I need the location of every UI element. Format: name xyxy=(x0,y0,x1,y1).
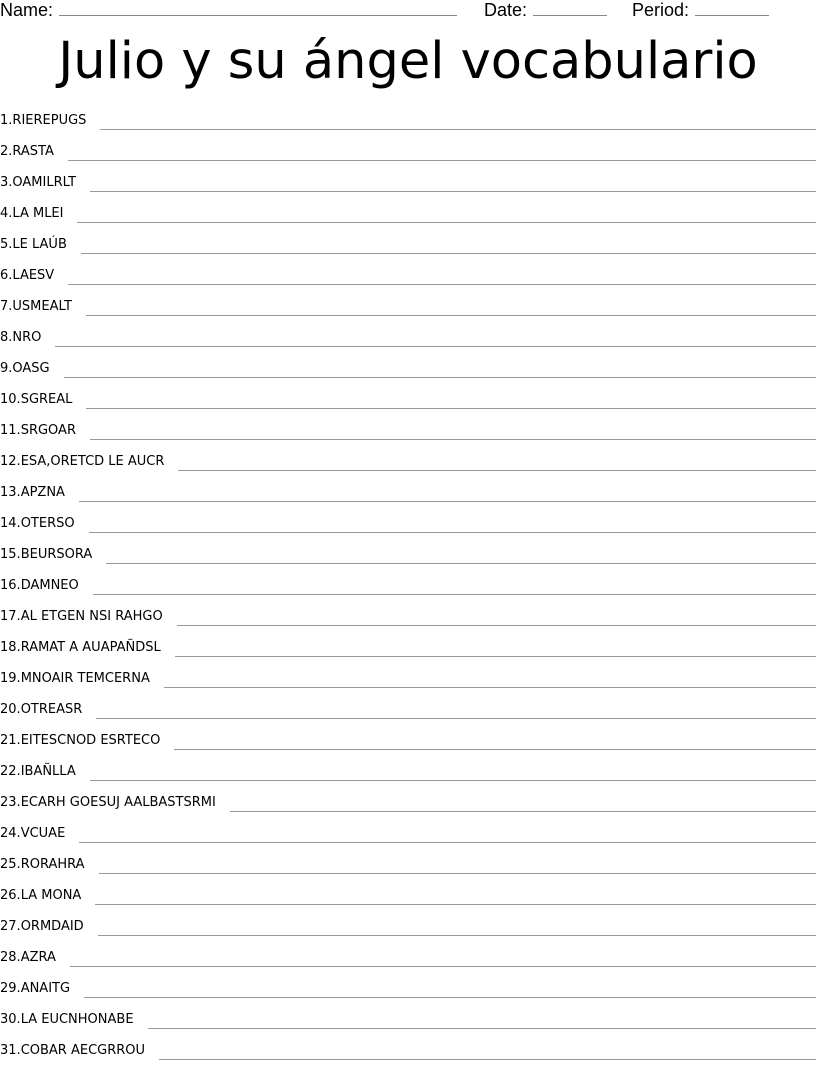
answer-line[interactable] xyxy=(86,390,816,409)
list-item xyxy=(0,142,816,173)
scrambled-word: LA MONA xyxy=(20,888,82,903)
item-number: 22. xyxy=(0,764,21,779)
item-number: 3. xyxy=(0,175,13,190)
list-item xyxy=(0,359,816,390)
list-item xyxy=(0,1010,816,1041)
item-number: 12. xyxy=(0,454,21,469)
answer-line[interactable] xyxy=(96,700,816,719)
scrambled-word: AL ETGEN NSI RAHGO xyxy=(20,609,163,624)
period-label: Period: xyxy=(632,0,690,20)
name-line[interactable] xyxy=(59,0,457,16)
list-item xyxy=(0,421,816,452)
item-number: 28. xyxy=(0,950,21,965)
item-number: 31. xyxy=(0,1043,21,1058)
answer-line[interactable] xyxy=(90,421,816,440)
item-number: 30. xyxy=(0,1012,21,1027)
item-number: 10. xyxy=(0,392,21,407)
answer-line[interactable] xyxy=(68,142,816,161)
item-number: 5. xyxy=(0,237,13,252)
answer-line[interactable] xyxy=(79,483,816,502)
scrambled-word: OASG xyxy=(12,361,50,376)
scrambled-word: LA EUCNHONABE xyxy=(20,1012,134,1027)
answer-line[interactable] xyxy=(100,111,816,130)
answer-line[interactable] xyxy=(84,979,816,998)
scrambled-word: USMEALT xyxy=(12,299,72,314)
date-field xyxy=(484,0,607,22)
scrambled-word: RORAHRA xyxy=(20,857,85,872)
list-item xyxy=(0,700,816,731)
item-number: 27. xyxy=(0,919,21,934)
list-item xyxy=(0,669,816,700)
answer-line[interactable] xyxy=(175,638,816,657)
list-item xyxy=(0,917,816,948)
answer-line[interactable] xyxy=(79,824,816,843)
scrambled-word: LAESV xyxy=(12,268,55,283)
list-item xyxy=(0,824,816,855)
list-item xyxy=(0,762,816,793)
scrambled-word: OAMILRLT xyxy=(12,175,77,190)
answer-line[interactable] xyxy=(159,1041,816,1060)
name-field xyxy=(0,0,457,22)
answer-line[interactable] xyxy=(230,793,816,812)
item-number: 8. xyxy=(0,330,13,345)
answer-line[interactable] xyxy=(68,266,816,285)
item-number: 17. xyxy=(0,609,21,624)
item-number: 16. xyxy=(0,578,21,593)
item-number: 14. xyxy=(0,516,21,531)
list-item xyxy=(0,731,816,762)
date-label: Date: xyxy=(484,0,528,20)
answer-line[interactable] xyxy=(148,1010,816,1029)
item-number: 23. xyxy=(0,795,21,810)
scrambled-word: AZRA xyxy=(20,950,56,965)
scrambled-word: EITESCNOD ESRTECO xyxy=(20,733,161,748)
answer-line[interactable] xyxy=(95,886,816,905)
scrambled-word: OTREASR xyxy=(20,702,83,717)
list-item xyxy=(0,297,816,328)
answer-line[interactable] xyxy=(89,514,816,533)
scrambled-word: VCUAE xyxy=(20,826,66,841)
scrambled-word: NRO xyxy=(12,330,42,345)
scrambled-word: COBAR AECGRROU xyxy=(20,1043,146,1058)
answer-line[interactable] xyxy=(77,204,816,223)
scrambled-word: OTERSO xyxy=(20,516,75,531)
list-item xyxy=(0,576,816,607)
list-item xyxy=(0,173,816,204)
answer-line[interactable] xyxy=(90,762,816,781)
answer-line[interactable] xyxy=(177,607,816,626)
item-number: 4. xyxy=(0,206,13,221)
item-number: 24. xyxy=(0,826,21,841)
item-number: 19. xyxy=(0,671,21,686)
item-number: 29. xyxy=(0,981,21,996)
list-item xyxy=(0,452,816,483)
list-item xyxy=(0,483,816,514)
list-item xyxy=(0,545,816,576)
scrambled-word: LE LAÚB xyxy=(12,237,67,252)
list-item xyxy=(0,638,816,669)
answer-line[interactable] xyxy=(99,855,816,874)
answer-line[interactable] xyxy=(55,328,816,347)
list-item xyxy=(0,235,816,266)
item-number: 11. xyxy=(0,423,21,438)
scrambled-word: MNOAIR TEMCERNA xyxy=(20,671,150,686)
answer-line[interactable] xyxy=(174,731,816,750)
list-item xyxy=(0,390,816,421)
answer-line[interactable] xyxy=(98,917,816,936)
item-number: 20. xyxy=(0,702,21,717)
list-item xyxy=(0,948,816,979)
list-item xyxy=(0,979,816,1010)
scrambled-word: SRGOAR xyxy=(20,423,76,438)
date-line[interactable] xyxy=(533,0,607,16)
list-item xyxy=(0,855,816,886)
item-number: 9. xyxy=(0,361,13,376)
scrambled-word: RAMAT A AUAPAÑDSL xyxy=(20,640,161,655)
name-label: Name: xyxy=(0,0,54,20)
answer-line[interactable] xyxy=(164,669,816,688)
item-number: 7. xyxy=(0,299,13,314)
scramble-list xyxy=(0,111,816,1072)
list-item xyxy=(0,793,816,824)
period-field xyxy=(632,0,769,22)
list-item xyxy=(0,328,816,359)
worksheet-title: Julio y su ángel vocabulario xyxy=(58,32,758,91)
scrambled-word: ORMDAID xyxy=(20,919,84,934)
answer-line[interactable] xyxy=(90,173,816,192)
scrambled-word: SGREAL xyxy=(20,392,73,407)
item-number: 2. xyxy=(0,144,13,159)
scrambled-word: RIEREPUGS xyxy=(12,113,87,128)
list-item xyxy=(0,111,816,142)
answer-line[interactable] xyxy=(93,576,816,595)
answer-line[interactable] xyxy=(178,452,816,471)
list-item xyxy=(0,514,816,545)
worksheet-header xyxy=(0,0,816,24)
answer-line[interactable] xyxy=(64,359,816,378)
list-item xyxy=(0,204,816,235)
answer-line[interactable] xyxy=(86,297,816,316)
item-number: 25. xyxy=(0,857,21,872)
item-number: 18. xyxy=(0,640,21,655)
list-item xyxy=(0,886,816,917)
scrambled-word: IBAÑLLA xyxy=(20,764,76,779)
scrambled-word: ANAITG xyxy=(20,981,71,996)
item-number: 15. xyxy=(0,547,21,562)
scrambled-word: RASTA xyxy=(12,144,54,159)
item-number: 26. xyxy=(0,888,21,903)
list-item xyxy=(0,607,816,638)
scrambled-word: ESA,ORETCD LE AUCR xyxy=(20,454,165,469)
scrambled-word: LA MLEI xyxy=(12,206,64,221)
scrambled-word: ECARH GOESUJ AALBASTSRMI xyxy=(20,795,216,810)
item-number: 1. xyxy=(0,113,13,128)
item-number: 13. xyxy=(0,485,21,500)
item-number: 21. xyxy=(0,733,21,748)
scrambled-word: BEURSORA xyxy=(20,547,93,562)
list-item xyxy=(0,1041,816,1072)
item-number: 6. xyxy=(0,268,13,283)
scrambled-word: APZNA xyxy=(20,485,65,500)
answer-line[interactable] xyxy=(81,235,816,254)
list-item xyxy=(0,266,816,297)
answer-line[interactable] xyxy=(70,948,816,967)
scrambled-word: DAMNEO xyxy=(20,578,79,593)
period-line[interactable] xyxy=(695,0,769,16)
answer-line[interactable] xyxy=(106,545,816,564)
